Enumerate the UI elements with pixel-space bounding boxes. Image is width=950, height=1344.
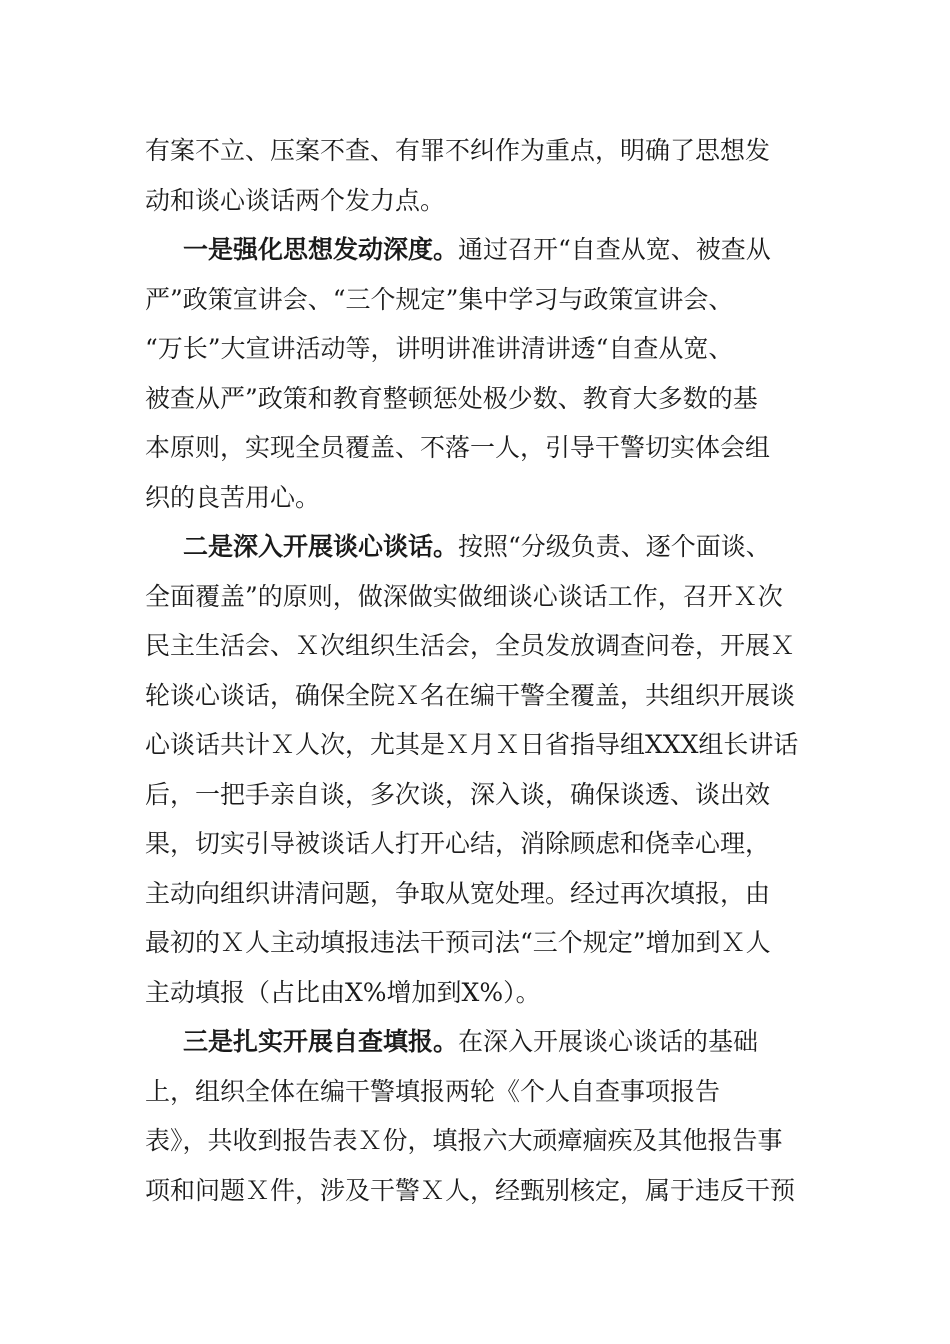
point-one-paragraph	[145, 225, 810, 522]
text-line: “万长”大宣讲活动等，讲明讲准讲清讲透“自查从宽、	[145, 334, 734, 363]
paragraph-first-line	[145, 1017, 810, 1067]
text-run: 按照“分级负责、逐个面谈、	[458, 532, 771, 561]
point-three-heading: 三是扎实开展自查填报。	[183, 1027, 459, 1056]
text-line: 全面覆盖”的原则，做深做实做细谈心谈话工作，召开Ｘ次	[145, 581, 783, 611]
text-line: 民主生活会、Ｘ次组织生活会，全员发放调查问卷，开展Ｘ	[145, 631, 796, 660]
point-three-paragraph	[145, 1017, 810, 1215]
paragraph-first-line	[145, 225, 810, 275]
intro-paragraph	[145, 126, 810, 225]
text-line: 心谈话共计Ｘ人次，尤其是Ｘ月Ｘ日省指导组XXX组长讲话	[145, 730, 799, 759]
text-line: 表》，共收到报告表Ｘ份，填报六大顽瘴痼疾及其他报告事	[145, 1126, 783, 1155]
document-body	[145, 126, 810, 1215]
point-two-heading: 二是深入开展谈心谈话。	[183, 532, 459, 561]
text-line: 有案不立、压案不查、有罪不纠作为重点，明确了思想发	[145, 136, 771, 165]
text-line: 最初的Ｘ人主动填报违法干预司法“三个规定”增加到Ｘ人	[145, 928, 771, 957]
point-two-paragraph	[145, 522, 810, 1017]
text-line: 本原则，实现全员覆盖、不落一人，引导干警切实体会组	[145, 433, 771, 462]
text-run: 在深入开展谈心谈话的基础	[458, 1027, 759, 1056]
text-line: 轮谈心谈话，确保全院Ｘ名在编干警全覆盖，共组织开展谈	[145, 680, 796, 710]
text-line: 主动填报（占比由X%增加到X%）。	[145, 977, 541, 1007]
text-line: 后，一把手亲自谈，多次谈，深入谈，确保谈透、谈出效	[145, 779, 771, 809]
text-line: 被查从严”政策和教育整顿惩处极少数、教育大多数的基	[145, 383, 758, 413]
point-one-heading: 一是强化思想发动深度。	[183, 235, 459, 264]
text-line: 项和问题Ｘ件，涉及干警Ｘ人，经甄别核定，属于违反干预	[145, 1175, 796, 1205]
text-line: 严”政策宣讲会、“三个规定”集中学习与政策宣讲会、	[145, 284, 734, 314]
text-line: 动和谈心谈话两个发力点。	[145, 185, 446, 215]
text-line: 织的良苦用心。	[145, 482, 321, 512]
text-line: 果，切实引导被谈话人打开心结，消除顾虑和侥幸心理，	[145, 829, 771, 858]
text-line: 上，组织全体在编干警填报两轮《个人自查事项报告	[145, 1076, 721, 1106]
text-run: 通过召开“自查从宽、被查从	[458, 235, 771, 264]
text-line: 主动向组织讲清问题，争取从宽处理。经过再次填报，由	[145, 878, 771, 908]
paragraph-first-line	[145, 522, 810, 572]
